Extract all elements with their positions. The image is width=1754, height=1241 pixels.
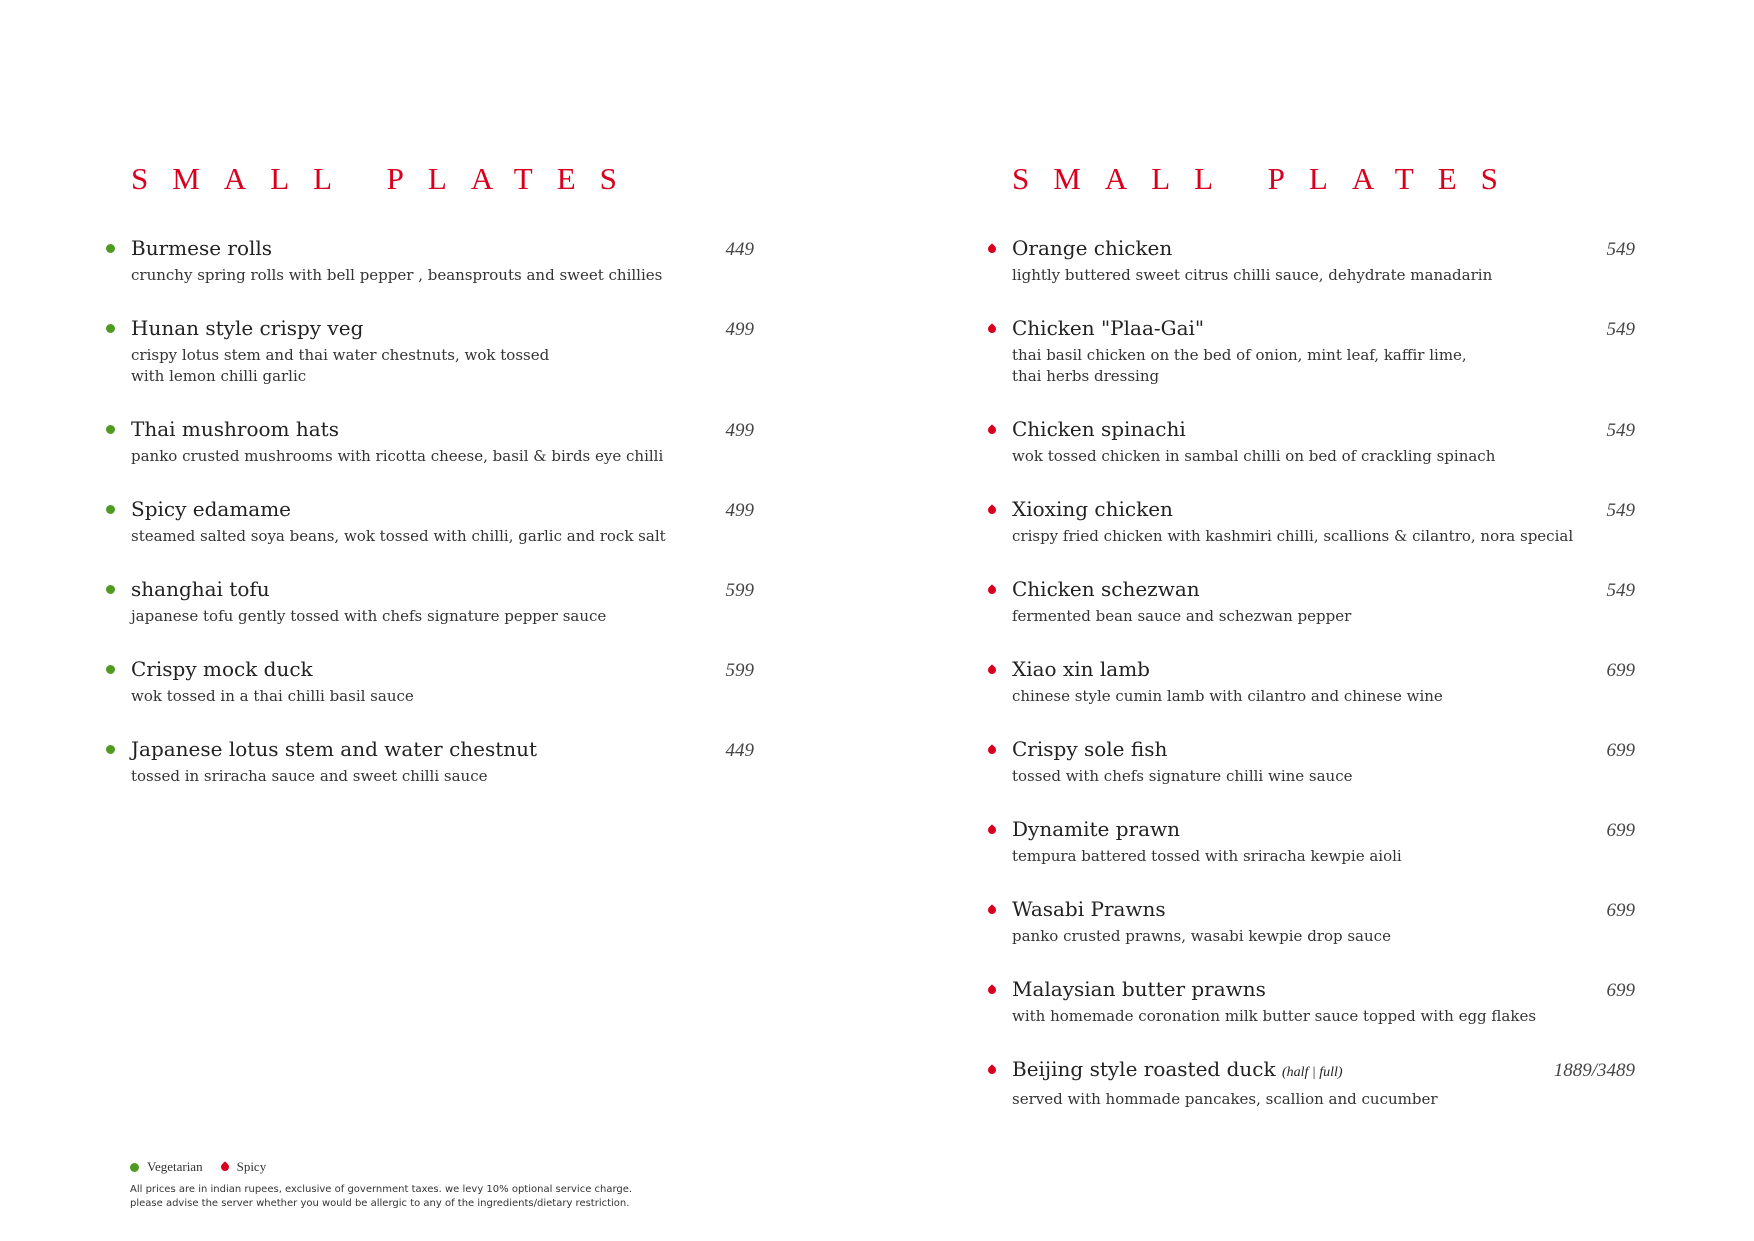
menu-item	[131, 235, 754, 286]
dietary-legend	[130, 1159, 276, 1175]
vegetarian-icon	[130, 1163, 139, 1172]
item-description: crunchy spring rolls with bell pepper , beansprouts and sweet chillies	[131, 266, 663, 284]
menu-item	[1012, 576, 1635, 627]
menu-item	[131, 576, 754, 627]
spicy-icon	[986, 1064, 997, 1075]
item-price: 699	[1606, 740, 1635, 761]
item-price: 549	[1606, 500, 1635, 521]
item-description: chinese style cumin lamb with cilantro and chinese wine	[1012, 687, 1443, 705]
vegetarian-icon	[106, 665, 115, 674]
item-name: Crispy sole fish	[1012, 737, 1168, 761]
item-name: shanghai tofu	[131, 577, 270, 601]
vegetarian-icon	[106, 505, 115, 514]
legend-vegetarian-label: Vegetarian	[147, 1159, 203, 1174]
item-price: 499	[725, 420, 754, 441]
disclaimer-line: All prices are in indian rupees, exclusive of government taxes. we levy 10% optional service charge.	[130, 1184, 633, 1195]
item-price: 1889/3489	[1553, 1060, 1635, 1081]
item-price: 699	[1606, 820, 1635, 841]
item-price: 599	[725, 660, 754, 681]
item-description: tempura battered tossed with sriracha kewpie aioli	[1012, 847, 1402, 865]
item-name: Chicken "Plaa-Gai"	[1012, 316, 1205, 340]
spicy-icon	[986, 744, 997, 755]
item-name: Malaysian butter prawns	[1012, 977, 1266, 1001]
menu-item	[1012, 736, 1635, 787]
vegetarian-icon	[106, 425, 115, 434]
item-price: 699	[1606, 660, 1635, 681]
menu-list-left	[131, 235, 754, 787]
item-price: 549	[1606, 580, 1635, 601]
item-price: 499	[725, 319, 754, 340]
item-description: steamed salted soya beans, wok tossed with chilli, garlic and rock salt	[131, 527, 666, 545]
item-price: 449	[725, 239, 754, 260]
spicy-icon	[986, 504, 997, 515]
item-name: Xiao xin lamb	[1012, 657, 1150, 681]
item-name: Burmese rolls	[131, 236, 273, 260]
item-description: japanese tofu gently tossed with chefs signature pepper sauce	[131, 607, 607, 625]
spicy-icon	[986, 243, 997, 254]
item-name: Crispy mock duck	[131, 657, 313, 681]
item-name: Orange chicken	[1012, 236, 1173, 260]
item-description: crispy fried chicken with kashmiri chilli, scallions & cilantro, nora special	[1012, 527, 1574, 545]
right-menu-column	[1012, 160, 1635, 1139]
menu-list-right	[1012, 235, 1635, 1110]
item-name: Hunan style crispy veg	[131, 316, 364, 340]
item-name: Japanese lotus stem and water chestnut	[131, 737, 538, 761]
menu-item	[1012, 315, 1635, 387]
item-price: 549	[1606, 319, 1635, 340]
item-portion-note: (half | full)	[1281, 1065, 1343, 1080]
spicy-icon	[986, 424, 997, 435]
item-price: 699	[1606, 980, 1635, 1001]
item-price: 599	[725, 580, 754, 601]
item-price: 449	[725, 740, 754, 761]
vegetarian-icon	[106, 324, 115, 333]
item-name: Spicy edamame	[131, 497, 292, 521]
item-price: 699	[1606, 900, 1635, 921]
spicy-icon	[219, 1161, 230, 1172]
item-price: 549	[1606, 239, 1635, 260]
item-description: tossed with chefs signature chilli wine sauce	[1012, 767, 1353, 785]
menu-item	[131, 496, 754, 547]
item-description: fermented bean sauce and schezwan pepper	[1012, 607, 1352, 625]
item-name: Thai mushroom hats	[131, 417, 339, 441]
spicy-icon	[986, 904, 997, 915]
item-name: Chicken spinachi	[1012, 417, 1186, 441]
section-title-right: SMALL PLATES	[1012, 161, 1522, 196]
item-description: with homemade coronation milk butter sauce topped with egg flakes	[1012, 1007, 1537, 1025]
section-title-left: SMALL PLATES	[131, 161, 641, 196]
menu-item	[1012, 496, 1635, 547]
footer-disclaimer	[130, 1183, 632, 1211]
menu-item	[1012, 1056, 1635, 1110]
spicy-icon	[986, 323, 997, 334]
vegetarian-icon	[106, 585, 115, 594]
spicy-icon	[986, 664, 997, 675]
item-description: tossed in sriracha sauce and sweet chilli sauce	[131, 767, 488, 785]
menu-item	[131, 416, 754, 467]
item-description: panko crusted prawns, wasabi kewpie drop sauce	[1012, 927, 1391, 945]
item-name: Chicken schezwan	[1012, 577, 1200, 601]
spicy-icon	[986, 584, 997, 595]
item-name: Wasabi Prawns	[1012, 897, 1166, 921]
item-name-text: Beijing style roasted duck	[1012, 1057, 1276, 1081]
menu-item	[131, 736, 754, 787]
menu-item	[1012, 416, 1635, 467]
menu-item	[1012, 235, 1635, 286]
menu-item	[1012, 976, 1635, 1027]
item-name: Dynamite prawn	[1012, 817, 1181, 841]
spicy-icon	[986, 824, 997, 835]
menu-item	[1012, 896, 1635, 947]
item-name	[1012, 1056, 1343, 1086]
spicy-icon	[986, 984, 997, 995]
item-description: served with hommade pancakes, scallion and cucumber	[1012, 1090, 1438, 1108]
item-description: panko crusted mushrooms with ricotta cheese, basil & birds eye chilli	[131, 447, 664, 465]
vegetarian-icon	[106, 244, 115, 253]
menu-item	[131, 656, 754, 707]
menu-item	[131, 315, 754, 387]
item-description: lightly buttered sweet citrus chilli sauce, dehydrate manadarin	[1012, 266, 1493, 284]
item-description: crispy lotus stem and thai water chestnuts, wok tossed with lemon chilli garlic	[131, 346, 550, 385]
item-price: 499	[725, 500, 754, 521]
vegetarian-icon	[106, 745, 115, 754]
item-description: wok tossed in a thai chilli basil sauce	[131, 687, 414, 705]
item-description: thai basil chicken on the bed of onion, mint leaf, kaffir lime, thai herbs dressing	[1012, 346, 1467, 385]
left-menu-column	[131, 160, 754, 816]
item-price: 549	[1606, 420, 1635, 441]
legend-spicy-label: Spicy	[236, 1159, 267, 1174]
item-name: Xioxing chicken	[1012, 497, 1173, 521]
menu-item	[1012, 816, 1635, 867]
item-description: wok tossed chicken in sambal chilli on bed of crackling spinach	[1012, 447, 1496, 465]
menu-item	[1012, 656, 1635, 707]
disclaimer-line: please advise the server whether you would be allergic to any of the ingredients/dietary restriction.	[130, 1198, 630, 1209]
